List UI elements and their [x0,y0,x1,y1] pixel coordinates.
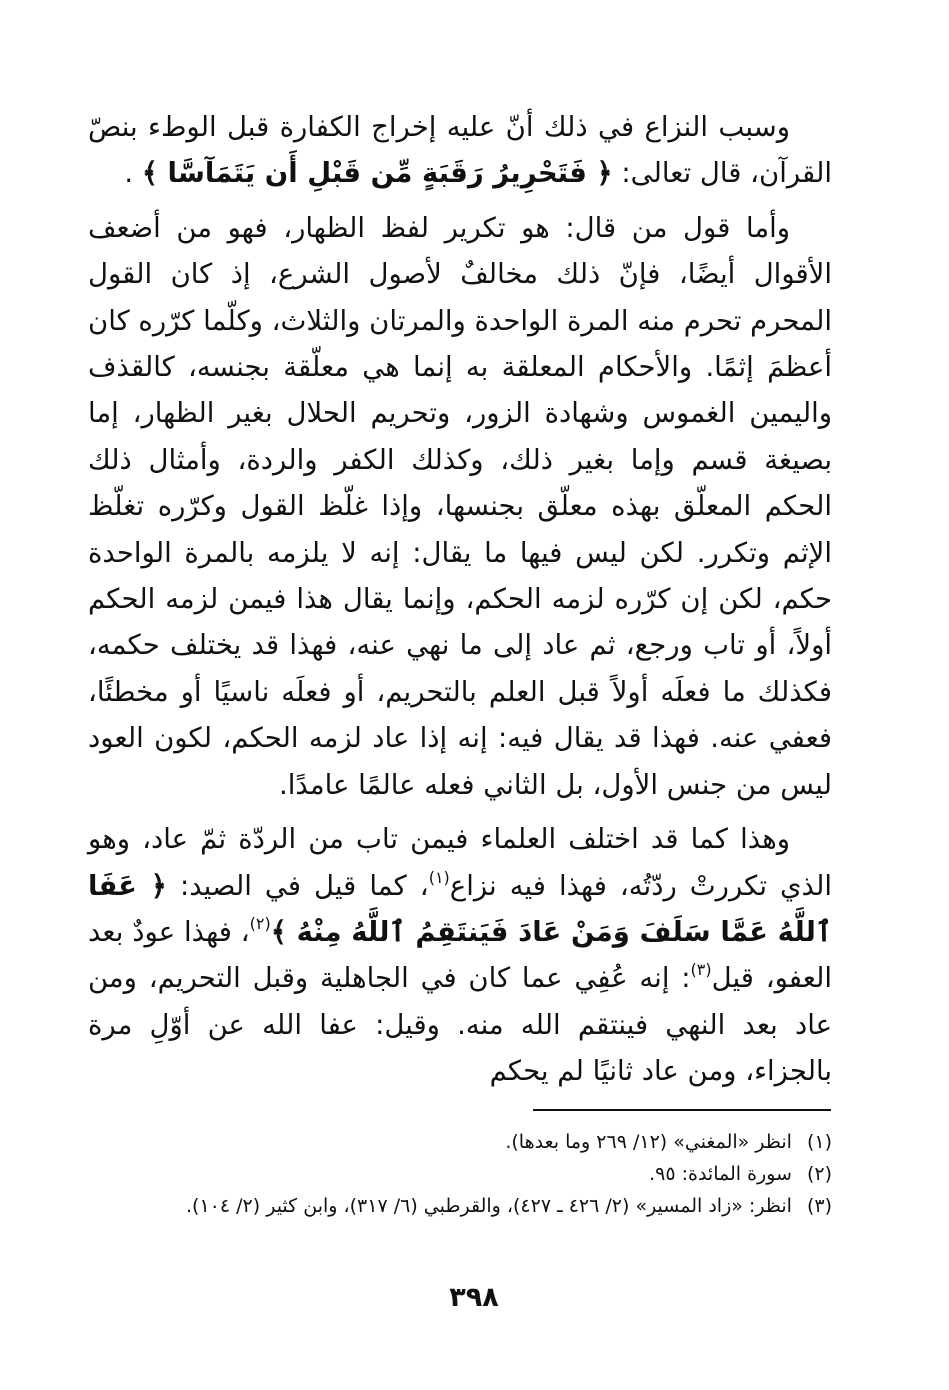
footnote-number: (٢) [806,1163,832,1185]
paragraph-2: وأما قول من قال: هو تكرير لفظ الظهار، فهو من أضعف الأقوال أيضًا، فإنّ ذلك مخالفٌ لأصول الشرع، إذ كان القول المحرم تحرم منه المرة الواحدة والمرتان والثلاث، وكلّما كرّره كان أعظمَ إثمًا. والأحكام المعلقة به إنما هي معلّقة بجنسه، كالقذف واليمين الغموس وشهادة الزور، وتحريم الحلال بغير الظهار، إما بصيغة قسم وإما بغير ذلك، وكذلك الكفر والردة، وأمثال ذلك الحكم المعلّق بهذه معلّق بجنسها، وإذا غلّظ القول وكرّره تغلّظ الإثم وتكرر. لكن ليس فيها ما يقال: إنه لا يلزمه بالمرة الواحدة حكم، لكن إن كرّره لزمه الحكم، وإنما يقال هذا فيمن لزمه الحكم أولاً، أو تاب ورجع، ثم عاد إلى ما نهي عنه، فهذا قد يختلف حكمه، فكذلك ما فعلَه أولاً قبل العلم بالتحريم، أو فعلَه ناسيًا أو مخطئًا، فعفي عنه. فهذا قد يقال فيه: إنه إذا عاد لزمه الحكم، لكون العود ليس من جنس الأول، بل الثاني فعله عالمًا عامدًا. [88,211,832,801]
paragraph-3-part-3: ، فهذا عودٌ بعد العفو، قيل [88,915,832,995]
footnote-number: (٣) [806,1195,832,1217]
paragraph-1-end: . [124,157,142,190]
footnotes [88,1126,832,1222]
paragraph-3-part-1: وهذا كما قد اختلف العلماء فيمن تاب من الردّة ثمّ عاد، وهو الذي تكررتْ ردّتُه، فهذا فيه نزاع [88,823,833,902]
page-number: ٣٩٨ [449,1282,499,1313]
footnote-ref-3: (٣) [690,960,712,980]
quran-verse-2: ﴿ عَفَا ٱللَّهُ عَمَّا سَلَفَ وَمَنْ عَادَ فَيَنتَقِمُ ٱللَّهُ مِنْهُ ﴾ [88,869,832,948]
main-text [88,104,832,1095]
quran-verse-1: ﴿ فَتَحْرِيرُ رَقَبَةٍ مِّن قَبْلِ أَن يَتَمَآسَّا ﴾ [141,157,613,190]
footnote-1 [88,1126,832,1158]
footnote-ref-2: (٢) [249,913,271,933]
footnote-number: (١) [806,1131,832,1153]
footnote-divider [533,1109,831,1111]
paragraph-3 [88,816,832,1094]
footnote-text: انظر: «زاد المسير» (٢/ ٤٢٦ ـ ٤٢٧)، والقرطبي (٦/ ٣١٧)، وابن كثير (٢/ ١٠٤). [186,1195,792,1217]
footnote-3 [88,1190,832,1222]
paragraph-3-part-4: : إنه عُفِي عما كان في الجاهلية وقبل التحريم، ومن عاد بعد النهي فينتقم الله منه. وقيل: عفا الله عن أوّلِ مرة بالجزاء، ومن عاد ثانيًا لم يحكم [88,962,832,1088]
paragraph-1 [88,104,832,197]
footnote-text: انظر «المغني» (١٢/ ٢٦٩ وما بعدها). [505,1131,792,1153]
paragraph-3-part-2: ، كما قيل في الصيد: [166,869,429,902]
footnote-ref-1: (١) [428,867,450,887]
footnote-2 [88,1158,832,1190]
paragraph-1-text: وسبب النزاع في ذلك أنّ عليه إخراج الكفارة قبل الوطء بنصّ القرآن، قال تعالى: [88,111,832,190]
footnote-text: سورة المائدة: ٩٥. [649,1163,792,1185]
